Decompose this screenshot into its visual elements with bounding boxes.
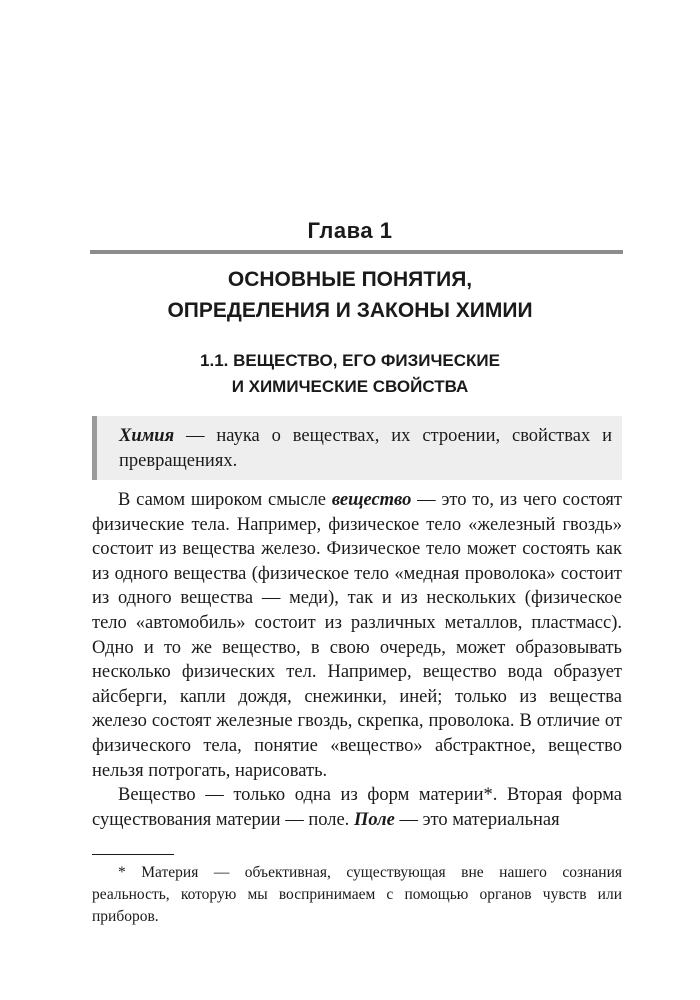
term-substance: вещество (331, 490, 412, 510)
chapter-divider (90, 250, 623, 254)
chapter-title (0, 264, 700, 326)
term-field: Поле (353, 809, 395, 830)
body-text (92, 488, 622, 832)
definition-text: — наука о веществах, их строении, свойствах и превращениях. (119, 426, 612, 471)
footnote-divider (92, 854, 174, 855)
paragraph-2-text: — это материальная (394, 809, 560, 830)
paragraph-2-lead: Вещество — только одна из форм материи*. Вторая форма существования материи — поле. (92, 785, 622, 830)
chapter-title-line-1: ОСНОВНЫЕ ПОНЯТИЯ, (227, 268, 473, 291)
paragraph (92, 488, 622, 783)
paragraph-1-text: — это то, из чего состоят физические тела. Например, физическое тело «железный гвоздь» состоит из вещества железо. Физическое тело может состоять как из одного вещества (физическое тело «медная проволока» состоит из одного вещества — меди), так и из нескольких (физическое тело «автомобиль» состоит из различных металлов, пластмасс). Одно и то же вещество, в свою очередь, может образовывать несколько физических тел. Например, вещество вода образует айсберги, капли дождя, снежинки, иней; только из вещества железо состоят железные гвоздь, скрепка, проволока. В отличие от физического тела, понятие «вещество» абстрактное, вещество нельзя потрогать, нарисовать. (92, 490, 622, 781)
footnote (92, 862, 622, 928)
footnote-text: * Материя — объективная, существующая вне нашего сознания реальность, которую мы воспринимаем с помощью органов чувств или приборов. (92, 864, 622, 925)
chapter-label: Глава 1 (307, 218, 393, 243)
definition-term: Химия (119, 426, 175, 446)
paragraph-1-lead: В самом широком смысле (118, 490, 332, 510)
chapter-title-line-2: ОПРЕДЕЛЕНИЯ И ЗАКОНЫ ХИМИИ (167, 299, 533, 322)
section-title-line-1: 1.1. ВЕЩЕСТВО, ЕГО ФИЗИЧЕСКИЕ (200, 351, 500, 370)
section-title (0, 348, 700, 400)
definition-box (92, 416, 622, 480)
paragraph (92, 783, 622, 832)
section-title-line-2: И ХИМИЧЕСКИЕ СВОЙСТВА (231, 377, 469, 396)
